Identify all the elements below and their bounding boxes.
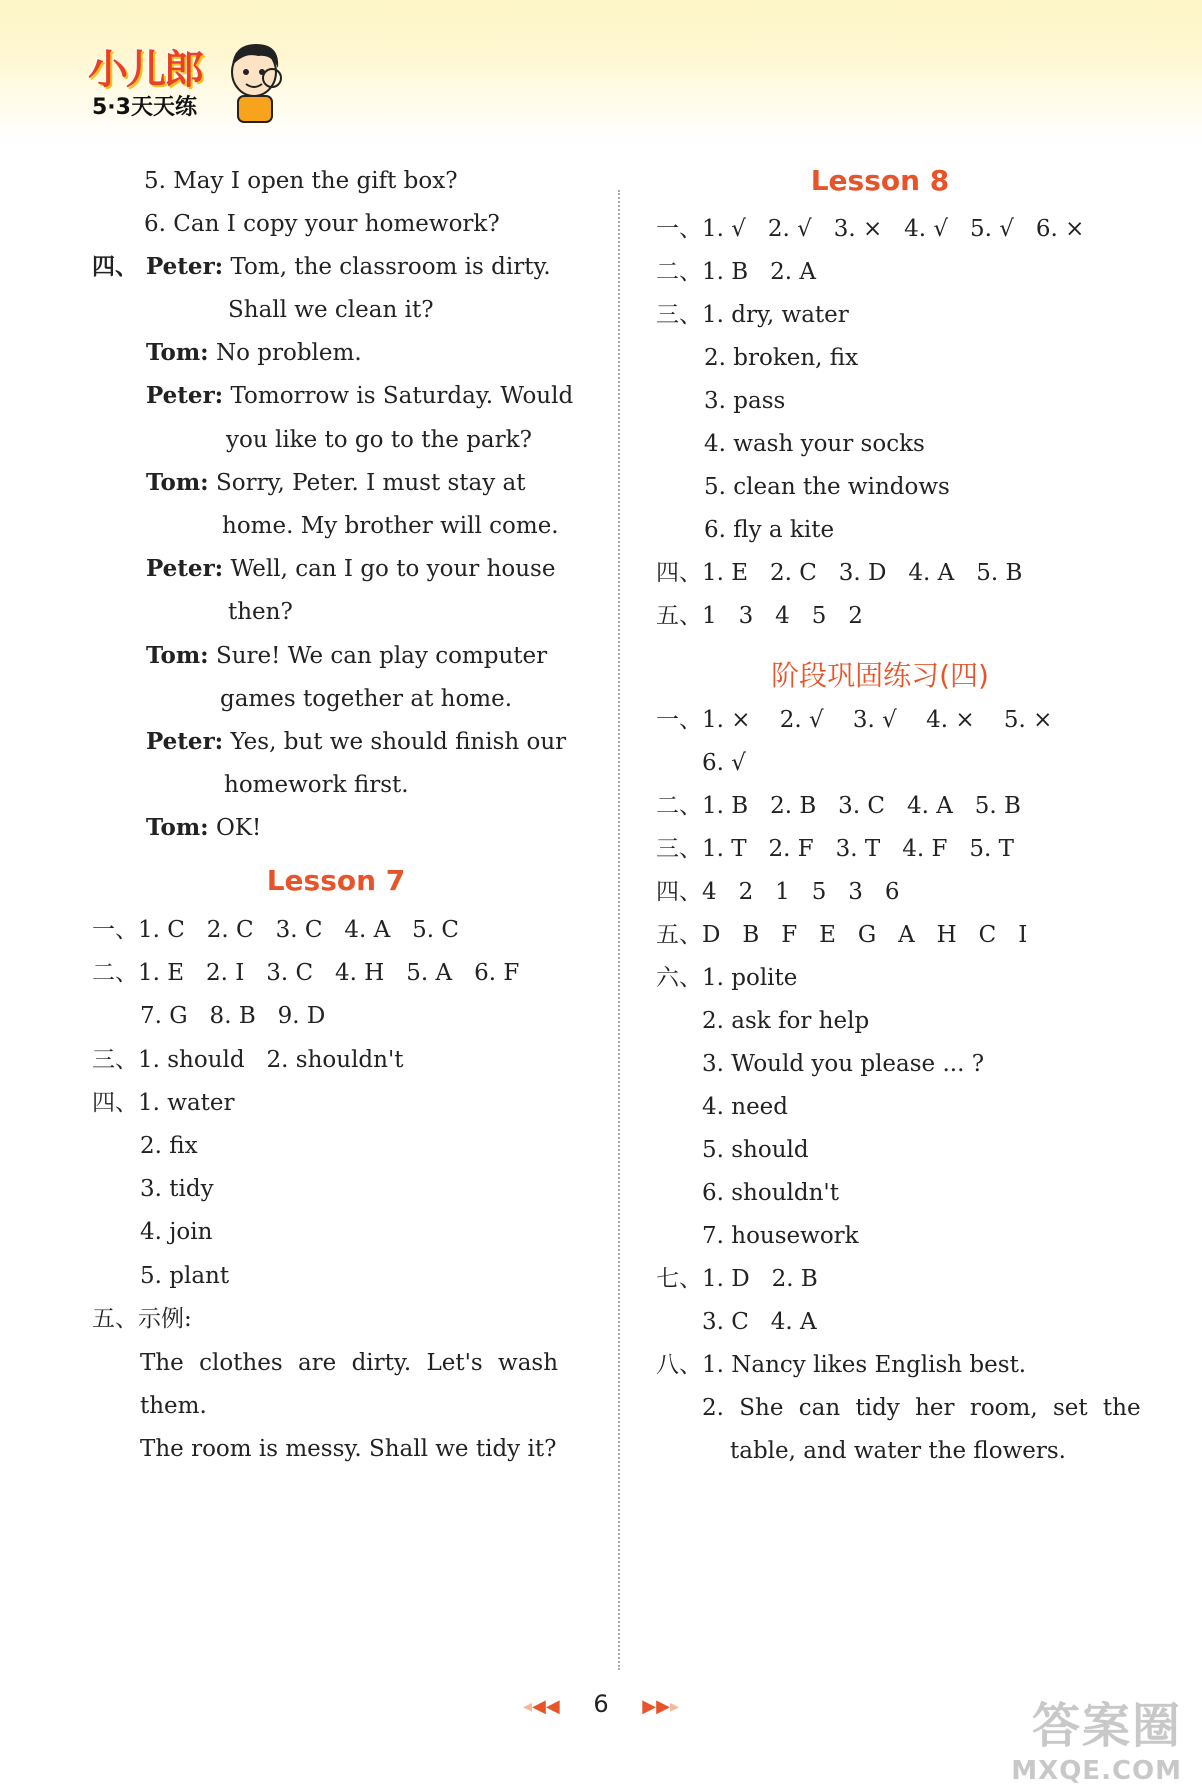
dialogue-line xyxy=(146,381,573,411)
speaker: Peter: xyxy=(146,382,224,409)
page-number: 6 xyxy=(593,1690,609,1718)
next-page-arrows-icon[interactable]: ▸ xyxy=(669,1696,680,1717)
answer-line: 四、4 2 1 5 3 6 xyxy=(656,879,900,905)
speaker: Peter: xyxy=(146,555,224,582)
brand-name: 小儿郎 xyxy=(88,47,202,93)
answer-line: 7. G 8. B 9. D xyxy=(140,1003,326,1029)
dialogue-line xyxy=(146,338,362,368)
dialogue-text: Tomorrow is Saturday. Would xyxy=(230,383,574,409)
lesson7-title: Lesson 7 xyxy=(266,864,406,897)
answer-line: 一、1. × 2. √ 3. √ 4. × 5. × xyxy=(656,707,1053,733)
dialogue-line: home. My brother will come. xyxy=(222,513,559,539)
speaker: Tom: xyxy=(146,642,209,669)
answer-line: 6. Can I copy your homework? xyxy=(144,211,500,237)
brand-logo xyxy=(88,38,288,128)
dialogue-line: Shall we clean it? xyxy=(228,297,434,323)
answer-line: 5. should xyxy=(702,1137,809,1163)
speaker: Tom: xyxy=(146,339,209,366)
answer-line: 二、1. B 2. A xyxy=(656,259,816,285)
answer-line: 五、D B F E G A H C I xyxy=(656,922,1028,948)
answer-line: 2. broken, fix xyxy=(704,345,859,371)
dialogue-line: you like to go to the park? xyxy=(226,427,532,453)
answer-line: 4. need xyxy=(702,1094,789,1120)
dialogue-line xyxy=(146,252,551,282)
watermark xyxy=(1011,1687,1182,1786)
answer-line: 四、1. water xyxy=(92,1090,235,1116)
answer-line: 2. ask for help xyxy=(702,1008,870,1034)
watermark-url: MXQE.COM xyxy=(1011,1756,1182,1786)
answer-line: 2. She can tidy her room, set the xyxy=(702,1395,1141,1421)
answer-line: 5. clean the windows xyxy=(704,474,950,500)
answer-line: 一、1. C 2. C 3. C 4. A 5. C xyxy=(92,917,460,943)
speaker: Tom: xyxy=(146,469,209,496)
dialogue-line xyxy=(146,727,566,757)
answer-line: 4. join xyxy=(140,1219,213,1245)
prev-page-arrows-icon[interactable]: ◀◀ xyxy=(532,1696,560,1717)
dialogue-text: Sure! We can play computer xyxy=(215,643,548,669)
answer-line: them. xyxy=(140,1393,207,1419)
answer-line: 二、1. E 2. I 3. C 4. H 5. A 6. F xyxy=(92,960,520,986)
answer-line: 五、示例: xyxy=(92,1306,192,1332)
dialogue-line: games together at home. xyxy=(220,686,513,712)
dialogue-text: Well, can I go to your house xyxy=(230,556,556,582)
dialogue-line: homework first. xyxy=(224,772,409,798)
answer-line: The clothes are dirty. Let's wash xyxy=(140,1350,559,1376)
answer-line: table, and water the flowers. xyxy=(730,1438,1066,1464)
lesson8-title: Lesson 8 xyxy=(810,164,950,197)
dialogue-text: Yes, but we should finish our xyxy=(230,729,567,755)
answer-line: 3. C 4. A xyxy=(702,1309,817,1335)
answer-line: 6. fly a kite xyxy=(704,517,835,543)
answer-line: 三、1. T 2. F 3. T 4. F 5. T xyxy=(656,836,1014,862)
answer-line: The room is messy. Shall we tidy it? xyxy=(140,1436,557,1462)
answer-line: 四、1. E 2. C 3. D 4. A 5. B xyxy=(656,560,1023,586)
answer-line: 七、1. D 2. B xyxy=(656,1266,818,1292)
column-divider xyxy=(618,190,620,1670)
dialogue-text: No problem. xyxy=(215,340,362,366)
answer-line: 三、1. dry, water xyxy=(656,302,849,328)
answer-line: 一、1. √ 2. √ 3. × 4. √ 5. √ 6. × xyxy=(656,216,1085,242)
answer-line: 3. tidy xyxy=(140,1176,214,1202)
answer-line: 三、1. should 2. shouldn't xyxy=(92,1047,404,1073)
next-page-arrows-icon[interactable]: ▶▶ xyxy=(642,1696,670,1717)
answer-line: 7. housework xyxy=(702,1223,859,1249)
section-marker: 四、 xyxy=(92,253,138,280)
answer-line: 6. √ xyxy=(702,750,746,776)
answer-line: 3. pass xyxy=(704,388,786,414)
answer-line: 2. fix xyxy=(140,1133,198,1159)
review-title: 阶段巩固练习(四) xyxy=(771,659,989,692)
dialogue-line xyxy=(146,813,261,843)
speaker: Tom: xyxy=(146,814,209,841)
answer-line: 六、1. polite xyxy=(656,965,798,991)
boy-mascot-icon xyxy=(224,38,290,126)
prev-page-arrows-icon[interactable]: ◂ xyxy=(522,1696,533,1717)
dialogue-text: OK! xyxy=(215,815,262,841)
dialogue-line: then? xyxy=(228,599,293,625)
dialogue-line xyxy=(146,641,547,671)
answer-line: 6. shouldn't xyxy=(702,1180,839,1206)
answer-line: 5. plant xyxy=(140,1263,230,1289)
watermark-text: 答案圈 xyxy=(1031,1698,1182,1754)
answer-line: 二、1. B 2. B 3. C 4. A 5. B xyxy=(656,793,1021,819)
dialogue-text: Sorry, Peter. I must stay at xyxy=(215,470,526,496)
speaker: Peter: xyxy=(146,728,224,755)
series-name: 5·3天天练 xyxy=(92,95,197,120)
answer-line: 3. Would you please ... ? xyxy=(702,1051,985,1077)
answer-line: 八、1. Nancy likes English best. xyxy=(656,1352,1027,1378)
answer-line: 4. wash your socks xyxy=(704,431,925,457)
dialogue-line xyxy=(146,468,526,498)
dialogue-text: Tom, the classroom is dirty. xyxy=(230,254,551,280)
dialogue-line xyxy=(146,554,555,584)
answer-line: 5. May I open the gift box? xyxy=(144,168,458,194)
answer-line: 五、1 3 4 5 2 xyxy=(656,603,863,629)
speaker: Peter: xyxy=(146,253,224,280)
